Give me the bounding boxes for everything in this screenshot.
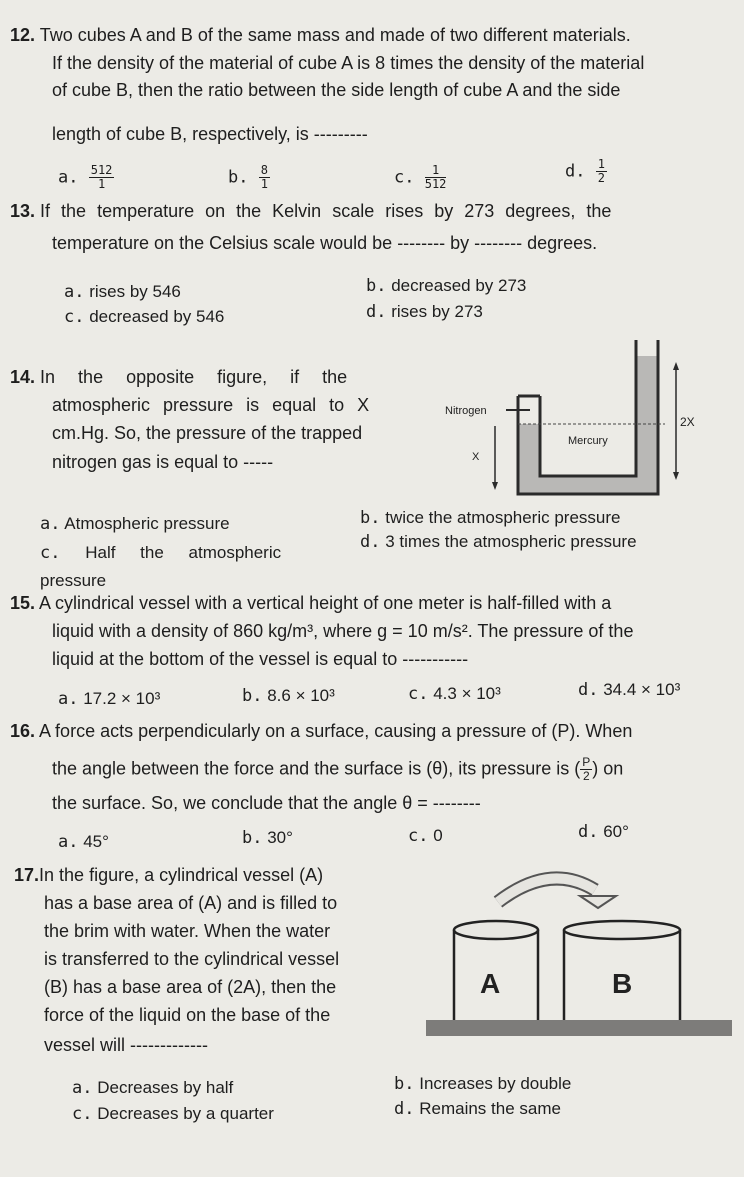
fraction: $\frac{1}{512}$: [424, 163, 447, 191]
q13-line2: temperature on the Celsius scale would be -------- by -------- degrees.: [52, 233, 598, 253]
q14-line2: atmospheric pressure is equal to X: [52, 395, 370, 415]
q15-number: 15.: [10, 593, 36, 613]
q13-line1: [10, 200, 611, 222]
q16-option-b[interactable]: b. 30°: [242, 828, 293, 848]
q16-option-a[interactable]: a. 45°: [58, 832, 109, 852]
q14-option-b[interactable]: b. twice the atmospheric pressure: [360, 508, 621, 528]
q15-option-d[interactable]: d. 34.4 × 10³: [578, 680, 681, 700]
option-letter: a.: [58, 167, 79, 188]
q12-number: 12.: [10, 25, 36, 45]
vessel-a-label: A: [480, 968, 501, 999]
mercury-label: Mercury: [568, 435, 608, 447]
q17-line5: (B) has a base area of (2A), then the: [44, 977, 337, 997]
q17-line1: [14, 864, 323, 886]
q17-option-c[interactable]: c. Decreases by a quarter: [72, 1104, 274, 1124]
q12-line2: If the density of the material of cube A is 8 times the density of the material: [52, 53, 645, 73]
q14-line1: [10, 366, 347, 388]
q16-text1: A force acts perpendicularly on a surface, causing a pressure of (P). When: [39, 721, 633, 741]
u-tube-inner: [540, 340, 636, 476]
q13-text1: If the temperature on the Kelvin scale rises by 273 degrees, the: [40, 201, 612, 221]
q12-option-c[interactable]: [394, 164, 446, 191]
q14-option-a[interactable]: a. Atmospheric pressure: [40, 514, 230, 534]
q14-line3: cm.Hg. So, the pressure of the trapped: [52, 423, 363, 443]
q16-number: 16.: [10, 721, 36, 741]
q14-number: 14.: [10, 367, 36, 387]
mercury-right-column: [636, 356, 658, 486]
fraction: $\frac{8}{1}$: [260, 163, 268, 191]
2x-arrowhead-top: [673, 362, 679, 370]
option-letter: d.: [565, 161, 586, 182]
q15-option-a[interactable]: a. 17.2 × 10³: [58, 689, 161, 709]
q16-line3: the surface. So, we conclude that the angle θ = --------: [52, 793, 481, 813]
q12-option-a[interactable]: [58, 164, 114, 191]
q12-option-d[interactable]: [565, 158, 607, 185]
q15-text1: A cylindrical vessel with a vertical height of one meter is half-filled with a: [39, 593, 612, 613]
q15-option-c[interactable]: c. 4.3 × 10³: [408, 684, 501, 704]
2x-arrowhead-bottom: [673, 472, 679, 480]
q17-line4: is transferred to the cylindrical vessel: [44, 949, 340, 969]
q12-line3: of cube B, then the ratio between the side length of cube A and the side: [52, 80, 621, 100]
transfer-arrowhead: [580, 896, 616, 908]
q17-number: 17.: [14, 865, 40, 885]
vessels-figure: [420, 866, 742, 1042]
2x-label: 2X: [680, 415, 695, 429]
q13-option-c[interactable]: c. decreased by 546: [64, 307, 225, 327]
q14-line4: nitrogen gas is equal to -----: [52, 452, 274, 472]
q13-option-a[interactable]: a. rises by 546: [64, 282, 181, 302]
q14-option-c[interactable]: c. Half the atmospheric pressure: [40, 543, 282, 590]
q17-option-b[interactable]: b. Increases by double: [394, 1074, 572, 1094]
q17-line6: force of the liquid on the base of the: [44, 1005, 331, 1025]
x-label: X: [472, 451, 480, 463]
q15-option-b[interactable]: b. 8.6 × 10³: [242, 686, 335, 706]
vessel-b-top: [564, 921, 680, 939]
vessel-a-top: [454, 921, 538, 939]
q14-option-d[interactable]: d. 3 times the atmospheric pressure: [360, 532, 637, 552]
q17-line7: vessel will -------------: [44, 1035, 208, 1055]
q12-line4: length of cube B, respectively, is ---------: [52, 124, 368, 144]
q12-option-b[interactable]: [228, 164, 270, 191]
q17-text1: In the figure, a cylindrical vessel (A): [39, 865, 324, 885]
q13-number: 13.: [10, 201, 36, 221]
q15-line2: liquid with a density of 860 kg/m³, where g = 10 m/s². The pressure of the: [52, 621, 634, 641]
option-letter: c.: [394, 167, 415, 188]
q15-line1: [10, 592, 611, 614]
q16-option-d[interactable]: d. 60°: [578, 822, 629, 842]
q16-line1: [10, 720, 632, 742]
q14-text1: In the opposite figure, if the: [40, 367, 348, 387]
q12-line1: [10, 24, 631, 46]
q16-option-c[interactable]: c. 0: [408, 826, 443, 846]
q17-option-d[interactable]: d. Remains the same: [394, 1099, 561, 1119]
nitrogen-label: Nitrogen: [445, 405, 487, 417]
manometer-figure: [440, 336, 700, 496]
q13-option-b[interactable]: b. decreased by 273: [366, 276, 527, 296]
fraction: $\frac{1}{2}$: [597, 157, 605, 185]
q17-option-a[interactable]: a. Decreases by half: [72, 1078, 234, 1098]
option-letter: b.: [228, 167, 249, 188]
vessel-b-label: B: [612, 968, 633, 999]
base-surface: [426, 1020, 732, 1036]
x-arrowhead: [492, 482, 498, 490]
q17-line3: the brim with water. When the water: [44, 921, 331, 941]
q16-line2: the angle between the force and the surface is (θ), its pressure is ( $\frac{P}{2}$ ) on: [52, 755, 624, 783]
q13-option-d[interactable]: d. rises by 273: [366, 302, 483, 322]
q17-line2: has a base area of (A) and is filled to: [44, 893, 338, 913]
p-over-2-fraction: $\frac{P}{2}$: [582, 755, 591, 783]
fraction: $\frac{512}{1}$: [90, 163, 113, 191]
q12-text1: Two cubes A and B of the same mass and made of two different materials.: [39, 25, 631, 45]
q15-line3: liquid at the bottom of the vessel is equal to -----------: [52, 649, 469, 669]
